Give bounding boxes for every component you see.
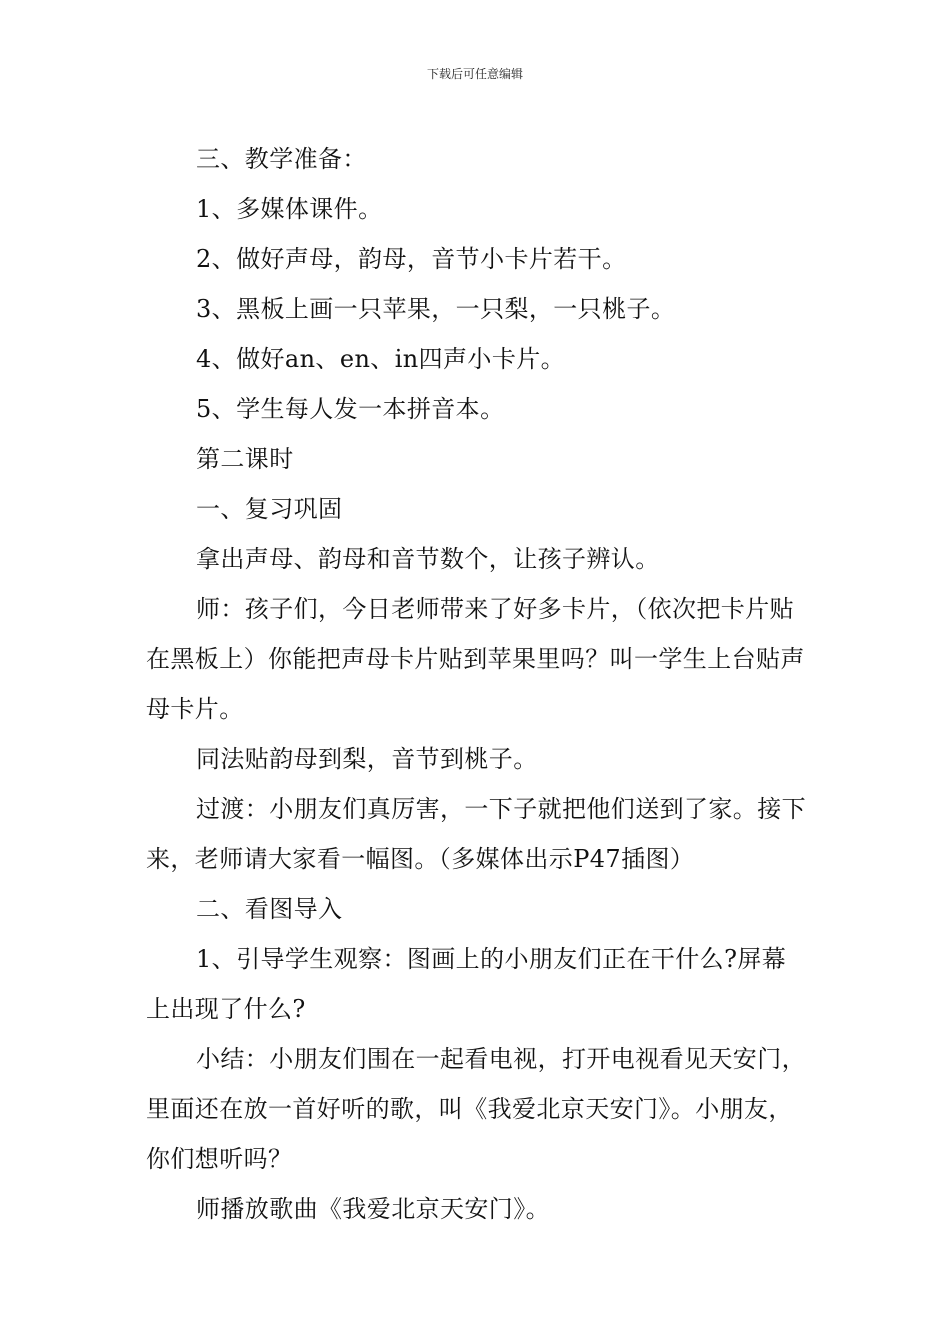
lesson-title: 第二课时 (196, 445, 294, 473)
section-heading-preparation: 三、教学准备： (196, 145, 367, 173)
section-heading-picture-intro: 二、看图导入 (196, 895, 343, 923)
paragraph: 小结：小朋友们围在一起看电视，打开电视看见天安门，里面还在放一首好听的歌，叫《我爱北京天安门》。小朋友，你们想听吗？ (146, 1045, 806, 1173)
page-header: 下载后可任意编辑 (426, 67, 523, 81)
paragraph: 师：孩子们，今日老师带来了好多卡片，（依次把卡片贴在黑板上）你能把声母卡片贴到苹果里吗？叫一学生上台贴声母卡片。 (146, 595, 805, 723)
list-item: 4、做好an、en、in四声小卡片。 (196, 345, 566, 373)
paragraph: 同法贴韵母到梨，音节到桃子。 (196, 745, 538, 773)
paragraph: 拿出声母、韵母和音节数个，让孩子辨认。 (196, 545, 660, 573)
paragraph: 师播放歌曲《我爱北京天安门》。 (196, 1195, 550, 1223)
list-item: 3、黑板上画一只苹果，一只梨，一只桃子。 (196, 295, 676, 323)
list-item: 5、学生每人发一本拼音本。 (196, 395, 505, 423)
section-heading-review: 一、复习巩固 (196, 495, 343, 523)
list-item: 1、多媒体课件。 (196, 195, 383, 223)
paragraph: 过渡：小朋友们真厉害，一下子就把他们送到了家。接下来，老师请大家看一幅图。（多媒体出示P47插图） (146, 795, 806, 873)
document-body (146, 134, 808, 1234)
list-item: 2、做好声母，韵母，音节小卡片若干。 (196, 245, 627, 273)
paragraph: 1、引导学生观察：图画上的小朋友们正在干什么?屏幕上出现了什么? (146, 945, 787, 1023)
